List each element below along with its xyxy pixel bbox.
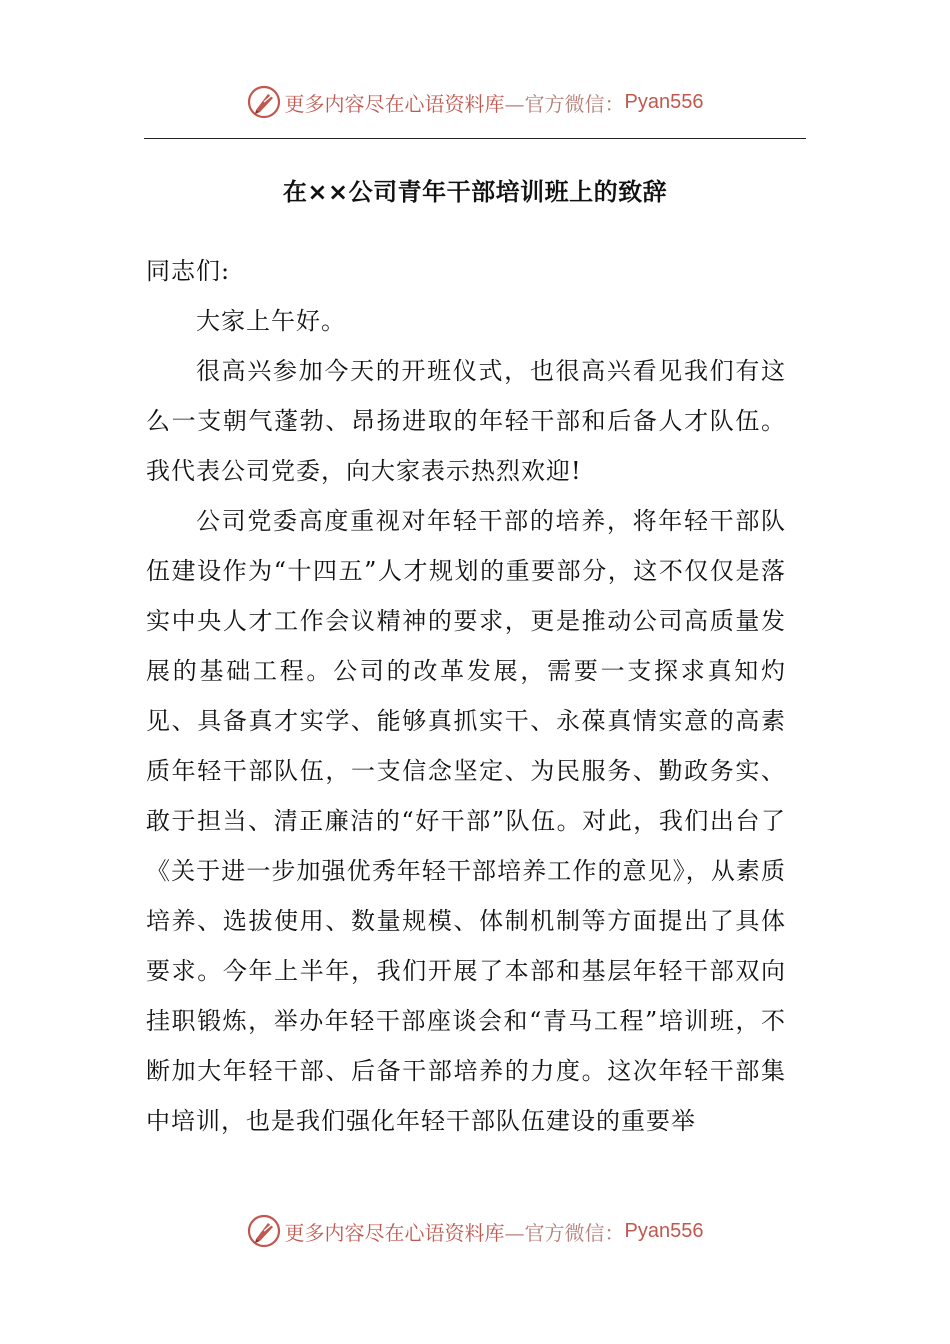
footer-banner <box>0 1209 950 1253</box>
banner-wechat-id: Pyan556 <box>624 1219 704 1242</box>
paragraph: 很高兴参加今天的开班仪式，也很高兴看见我们有这么一支朝气蓬勃、昂扬进取的年轻干部和后备人才队伍。我代表公司党委，向大家表示热烈欢迎! <box>146 357 786 485</box>
pen-nib-logo-icon <box>247 1214 281 1248</box>
paragraph: 公司党委高度重视对年轻干部的培养，将年轻干部队伍建设作为“十四五”人才规划的重要部分，这不仅仅是落实中央人才工作会议精神的要求，更是推动公司高质量发展的基础工程。公司的改革发展，需要一支探求真知灼见、具备真才实学、能够真抓实干、永葆真情实意的高素质年轻干部队伍，一支信念坚定、为民服务、勤政务实、敢于担当、清正廉洁的“好干部”队伍。对此，我们出台了《关于进一步加强优秀年轻干部培养工作的意见》，从素质培养、选拔使用、数量规模、体制机制等方面提出了具体要求。今年上半年，我们开展了本部和基层年轻干部双向挂职锻炼，举办年轻干部座谈会和“青马工程”培训班，不断加大年轻干部、后备干部培养的力度。这次年轻干部集中培训，也是我们强化年轻干部队伍建设的重要举 <box>146 507 786 1135</box>
header-divider <box>144 138 806 139</box>
document-body <box>146 246 786 1146</box>
banner-wechat-id: Pyan556 <box>624 90 704 113</box>
banner-text: 更多内容尽在心语资料库 <box>284 91 505 116</box>
banner-wechat-label: —官方微信： <box>504 1220 625 1245</box>
salutation: 同志们: <box>146 257 231 285</box>
document-title: 在××公司青年干部培训班上的致辞 <box>282 178 668 206</box>
pen-nib-logo-icon <box>247 85 281 119</box>
paragraph: 大家上午好。 <box>196 307 346 335</box>
banner-wechat-label: —官方微信： <box>504 91 625 116</box>
header-banner <box>0 80 950 124</box>
banner-text: 更多内容尽在心语资料库 <box>284 1220 505 1245</box>
